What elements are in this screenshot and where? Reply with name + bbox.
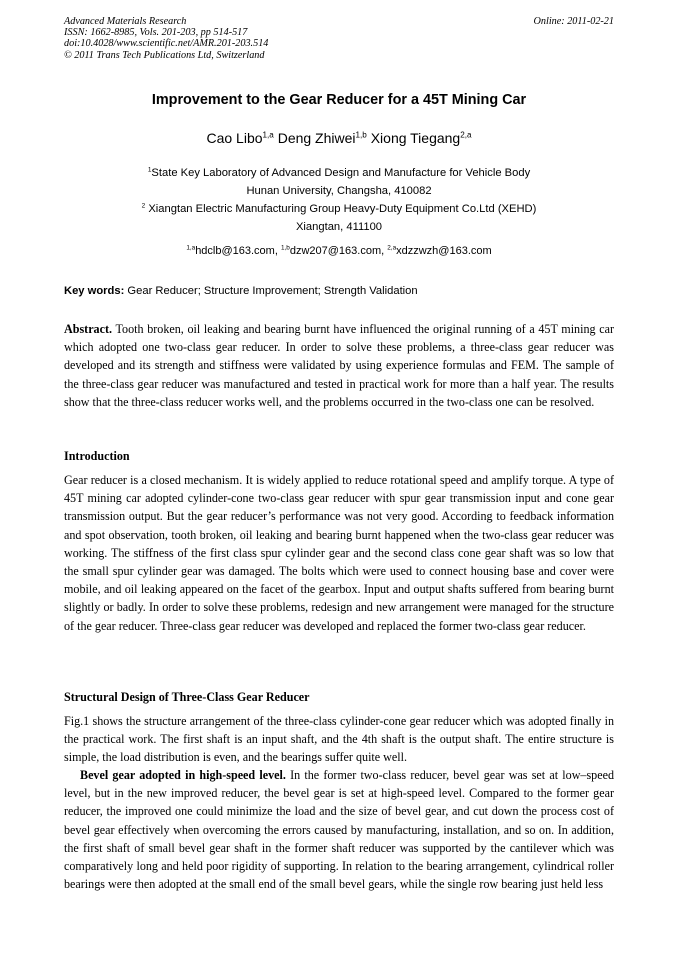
author-list <box>64 128 614 148</box>
author-affil-mark: 1,b <box>355 130 367 140</box>
affil-line: Xiangtan, 411100 <box>295 221 383 233</box>
issn-line: ISSN: 1662-8985, Vols. 201-203, pp 514-517 <box>64 27 248 39</box>
email-mark: 1,a <box>186 244 196 252</box>
email-link[interactable]: xdzzwzh@163.com <box>396 245 492 257</box>
structural-paragraph-2 <box>64 766 614 893</box>
paragraph-lead-in: Bevel gear adopted in high-speed level. <box>80 768 286 782</box>
affil-mark: 1 <box>147 166 152 174</box>
email-list: $^{1,a}$hdclb@163.com, $^{1,b}$dzw207@163.com, $^{2,a}$xdzzwzh@163.com <box>186 244 492 257</box>
doi-line: doi:10.4028/www.scientific.net/AMR.201-203.514 <box>64 38 269 50</box>
copyright-line: © 2011 Trans Tech Publications Ltd, Switzerland <box>64 49 265 61</box>
email-mark: 2,a <box>387 244 397 252</box>
introduction-paragraph: Gear reducer is a closed mechanism. It is widely applied to reduce rotational speed and amplify torque. A type of 45T mining car adopted cylinder-cone two-class gear reducer with spur gear transmission input and cone gear transmission output. But the gear reducer’s performance was not very good. According to feedback information and spot observation, tooth broken, oil leaking and bearing burnt happened when the two-class gear reducer was working. The stiffness of the first class spur cylinder gear and the second class cone gear shaft was so low that the small spur cylinder gear was damaged. The bolts which were used to connect housing base and cover were mobile, and oil leaking appeared on the facet of the gearbox. Input and output shafts suffered from bearing burnt slightly or badly. In order to solve these problems, redesign and new arrangement were managed for the structure of the gear reducer. Three-class gear reducer was developed and replaced the former two-class gear reducer. <box>64 473 614 633</box>
affil-mark: 2 <box>141 202 146 210</box>
affiliation-1 <box>64 164 614 200</box>
affil-line: Hunan University, Changsha, 410082 <box>246 185 432 197</box>
keywords-text: Gear Reducer; Structure Improvement; Strength Validation <box>127 285 418 297</box>
online-date: Online: 2011-02-21 <box>533 16 614 27</box>
author-name: Deng Zhiwei <box>277 130 356 146</box>
journal-name: Advanced Materials Research <box>64 16 187 27</box>
structural-paragraph-1: Fig.1 shows the structure arrangement of the three-class cylinder-cone gear reducer which was adopted finally in the practical work. The first shaft is an input shaft, and the 4th shaft is the output shaft. The entire structure is simple, the load distribution is even, and the bearings suffer quite well. <box>64 714 614 765</box>
abstract-paragraph <box>64 320 614 411</box>
author-name: Cao Libo <box>206 130 263 146</box>
author-name: Xiong Tiegang <box>370 130 461 146</box>
affil-line: Xiangtan Electric Manufacturing Group Heavy-Duty Equipment Co.Ltd (XEHD) <box>148 203 537 215</box>
keywords-label: Key words: <box>64 285 125 297</box>
author-affil-mark: 1,a <box>262 130 274 140</box>
author-affil-mark: 2,a <box>460 130 472 140</box>
paragraph-body: In the former two-class reducer, bevel gear was set at low–speed level, but in the new improved reducer, the bevel gear is set at high-speed level. Compared to the former gear reducer, the improved one could minimize the load and the size of bevel gear, and cut down the process cost of bevel gear effectively when overcoming the errors caused by manufacturing, installation, and so on. In addition, the first shaft of small bevel gear shaft in the former shaft reducer was supported by the cantilever which was comparatively long and held poor rigidity of supporting. In relation to the bearing arrangement, cylindrical roller bearings were then adopted at the small end of the small bevel gears, while the single row bearing just held less <box>64 768 615 892</box>
affil-line: State Key Laboratory of Advanced Design and Manufacture for Vehicle Body <box>151 167 531 179</box>
journal-header <box>64 16 464 61</box>
keywords-line <box>64 282 614 300</box>
abstract-text: Tooth broken, oil leaking and bearing burnt have influenced the original running of a 45T mining car which adopted one two-class gear reducer. In order to solve these problems, a three-class gear reducer was developed and its strength and stiffness were validated by using experience formulas and FEM. The sample of the three-class gear reducer was manufactured and tested in practical work for more than a half year. The results show that the three-class reducer works well, and the problems occurred in the two-class one can be resolved. <box>64 322 614 409</box>
email-mark: 1,b <box>280 244 290 252</box>
paper-title: Improvement to the Gear Reducer for a 45T Mining Car <box>151 92 527 108</box>
affiliation-2 <box>64 200 614 236</box>
email-link[interactable]: hdclb@163.com <box>195 245 275 257</box>
introduction-heading: Introduction <box>64 449 130 463</box>
structural-design-heading: Structural Design of Three-Class Gear Reducer <box>64 690 310 704</box>
email-link[interactable]: dzw207@163.com <box>289 245 382 257</box>
abstract-label: Abstract. <box>64 322 113 336</box>
